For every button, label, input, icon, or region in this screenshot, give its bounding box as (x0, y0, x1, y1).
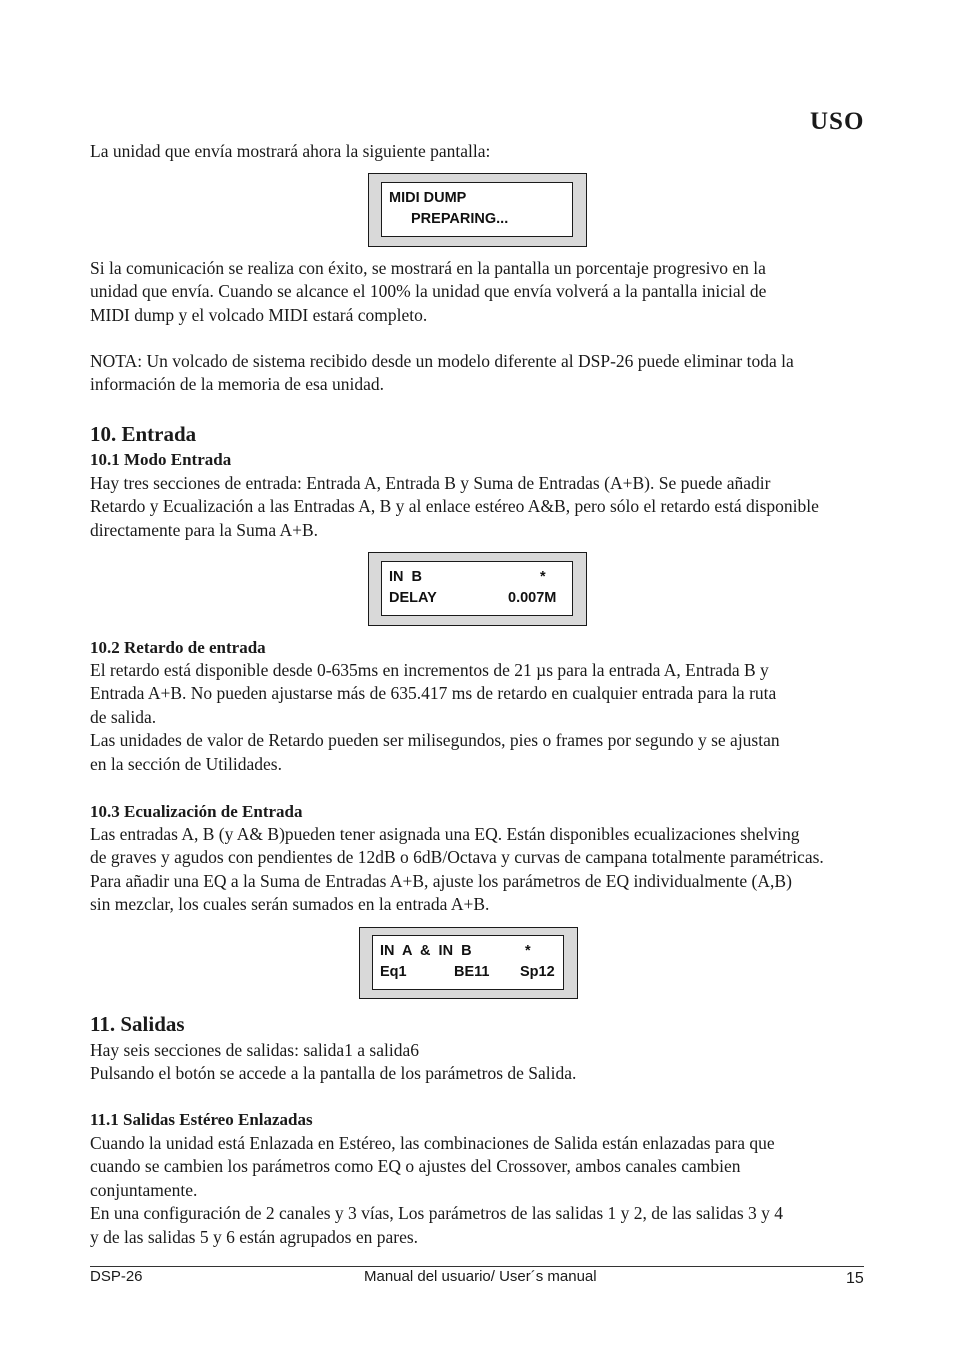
text-line: de salida. (90, 706, 157, 727)
text-line: Hay seis secciones de salidas: salida1 a salida6 (90, 1040, 419, 1060)
text-line: directamente para la Suma A+B. (90, 519, 319, 540)
paragraph-note (90, 350, 910, 397)
text-line: de graves y agudos con pendientes de 12dB o 6dB/Octava y curvas de campana totalmente paramétricas. (90, 847, 824, 868)
lcd-line-2-col3: Sp12 (520, 964, 555, 980)
lcd-display-delay (368, 552, 587, 626)
intro-text: La unidad que envía mostrará ahora la siguiente pantalla: (90, 141, 491, 161)
text-line: Las unidades de valor de Retardo pueden ser milisegundos, pies o frames por segundo y se ajustan (90, 730, 780, 751)
paragraph-ecualizacion (90, 823, 910, 917)
text-line: Retardo y Ecualización a las Entradas A, B y al enlace estéreo A&B, pero sólo el retardo está disponible (90, 496, 819, 517)
footer-model: DSP-26 (90, 1268, 143, 1285)
footer-manual-title: Manual del usuario/ User´s manual (364, 1268, 597, 1285)
text-line: en la sección de Utilidades. (90, 753, 282, 774)
heading-modo-entrada: 10.1 Modo Entrada (90, 450, 232, 469)
text-line: unidad que envía. Cuando se alcance el 100% la unidad que envía volverá a la pantalla inicial de (90, 281, 767, 302)
heading-salidas: 11. Salidas (90, 1012, 185, 1036)
lcd-line-2-col1: Eq1 (380, 964, 407, 980)
text-line: Entrada A+B. No pueden ajustarse más de 635.417 ms de retardo en cualquier entrada para la ruta (90, 683, 777, 704)
lcd-line-2-col2: BE11 (454, 964, 490, 980)
lcd-line-2-right: 0.007M (508, 590, 557, 606)
lcd-line-2-left: DELAY (389, 590, 437, 606)
text-line: sin mezclar, los cuales serán sumados en la entrada A+B. (90, 894, 490, 915)
text-line: información de la memoria de esa unidad. (90, 374, 384, 395)
text-line: El retardo está disponible desde 0-635ms en incrementos de 21 µs para la entrada A, Entrada B y (90, 660, 769, 680)
text-line: cuando se cambien los parámetros como EQ o ajustes del Crossover, ambos canales cambien (90, 1156, 741, 1177)
heading-ecualizacion: 10.3 Ecualización de Entrada (90, 802, 303, 821)
lcd-line-1-left: IN B (389, 569, 423, 585)
lcd-line-1-right: * (540, 569, 546, 585)
text-line: Las entradas A, B (y A& B)pueden tener asignada una EQ. Están disponibles ecualizaciones shelving (90, 824, 800, 844)
lcd-line-1: MIDI DUMP (389, 190, 467, 206)
text-line: y de las salidas 5 y 6 están agrupados en pares. (90, 1226, 419, 1247)
text-line: Si la comunicación se realiza con éxito, se mostrará en la pantalla un porcentaje progresivo en la (90, 258, 766, 278)
paragraph-communication (90, 257, 910, 327)
text-line: Pulsando el botón se accede a la pantalla de los parámetros de Salida. (90, 1063, 577, 1084)
paragraph-retardo (90, 659, 910, 776)
page-number: 15 (846, 1270, 864, 1287)
heading-salidas-enlazadas: 11.1 Salidas Estéreo Enlazadas (90, 1110, 313, 1129)
paragraph-modo-entrada (90, 472, 910, 542)
footer-divider (90, 1266, 864, 1267)
lcd-display-eq (359, 927, 578, 999)
text-line: NOTA: Un volcado de sistema recibido desde un modelo diferente al DSP-26 puede eliminar toda la (90, 351, 794, 371)
lcd-line-1-left: IN A & IN B (380, 943, 472, 959)
lcd-display-midi-dump (368, 173, 587, 247)
heading-entrada: 10. Entrada (90, 422, 197, 446)
heading-retardo: 10.2 Retardo de entrada (90, 638, 266, 657)
text-line: Para añadir una EQ a la Suma de Entradas A+B, ajuste los parámetros de EQ individualmente (A,B) (90, 870, 792, 891)
text-line: conjuntamente. (90, 1179, 198, 1200)
text-line: En una configuración de 2 canales y 3 vías, Los parámetros de las salidas 1 y 2, de las salidas 3 y 4 (90, 1203, 784, 1224)
lcd-line-2: PREPARING... (411, 211, 509, 227)
text-line: Cuando la unidad está Enlazada en Estéreo, las combinaciones de Salida están enlazadas para que (90, 1133, 775, 1153)
paragraph-salidas-enlazadas (90, 1132, 910, 1249)
section-header: USO (810, 108, 865, 135)
text-line: MIDI dump y el volcado MIDI estará completo. (90, 304, 428, 325)
paragraph-salidas (90, 1039, 910, 1086)
text-line: Hay tres secciones de entrada: Entrada A, Entrada B y Suma de Entradas (A+B). Se puede añadir (90, 473, 771, 493)
lcd-line-1-right: * (525, 943, 531, 959)
